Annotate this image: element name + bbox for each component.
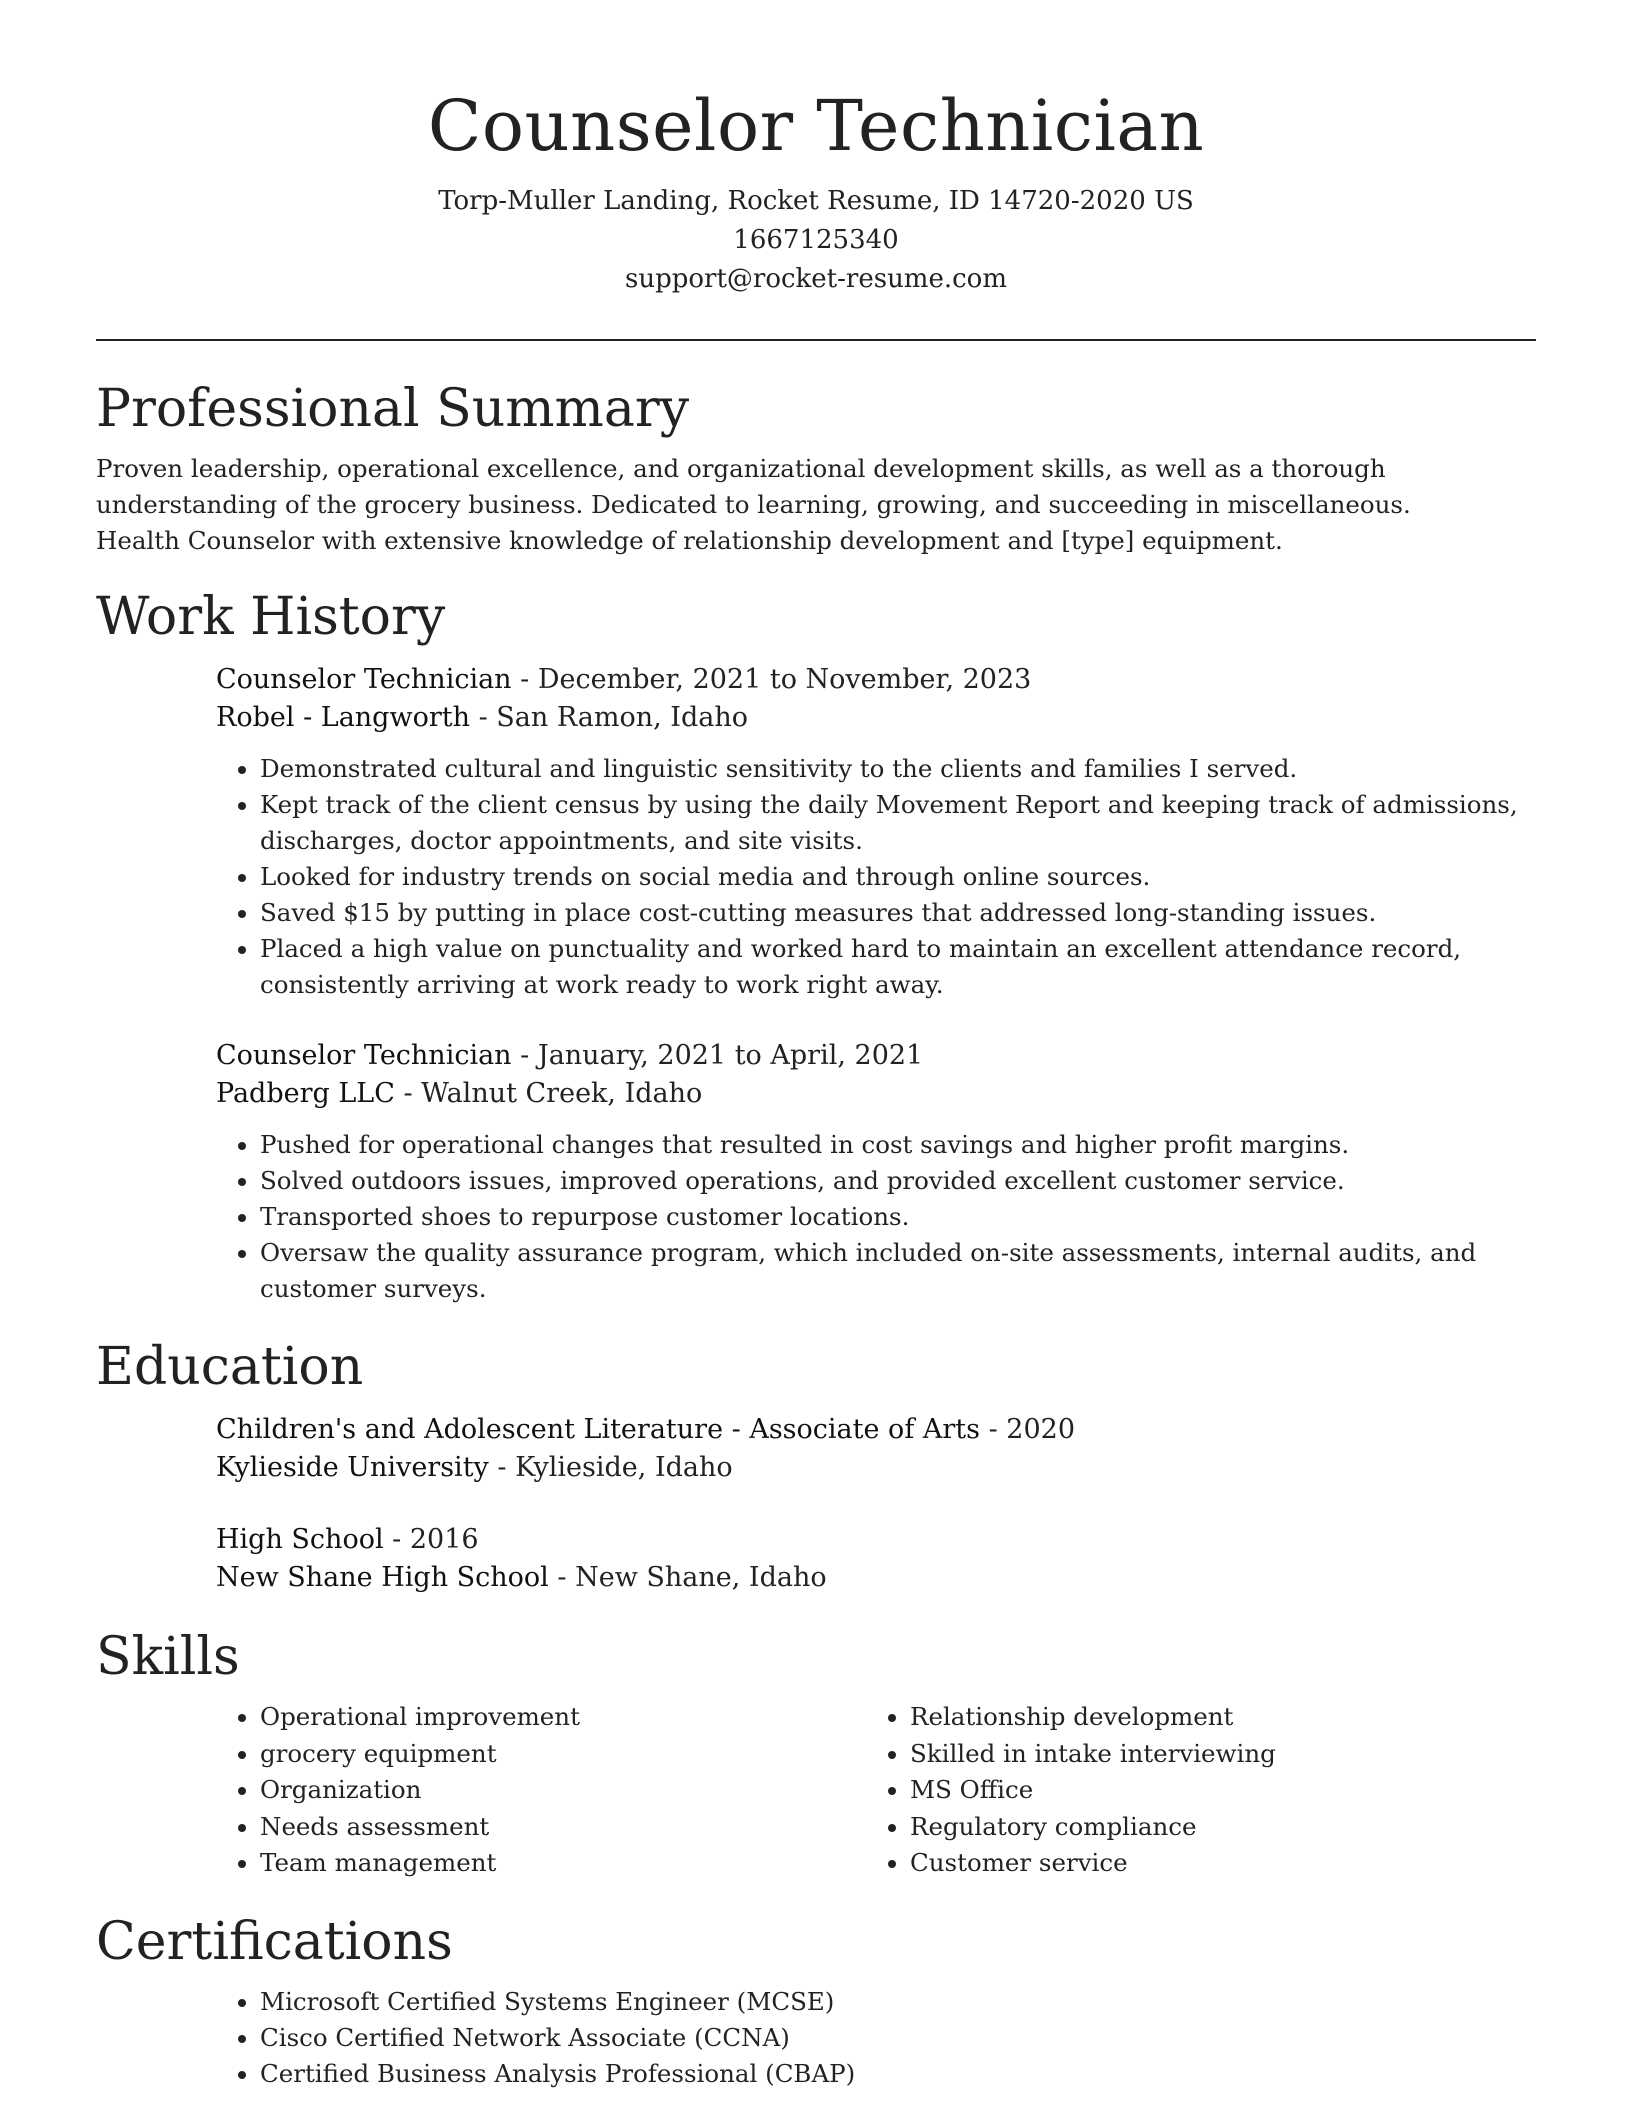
list-item: • MS Office	[910, 1772, 1516, 1809]
list-item: • Skilled in intake interviewing	[910, 1736, 1516, 1773]
list-item: • Cisco Certified Network Associate (CCNA)	[260, 2020, 1536, 2056]
resume-page	[96, 0, 1536, 2092]
list-item: • Placed a high value on punctuality and worked hard to maintain an excellent attendance record, consistently arriving at work ready to work right away.	[260, 931, 1536, 1003]
job-location: - Walnut Creek, Idaho	[394, 1078, 703, 1109]
job-position: Counselor Technician	[216, 1040, 512, 1071]
education-entry	[216, 1521, 1536, 1597]
list-item: • Looked for industry trends on social media and through online sources.	[260, 859, 1536, 895]
job-location: - San Ramon, Idaho	[469, 702, 748, 733]
list-item: • Customer service	[910, 1845, 1516, 1882]
contact-block	[96, 182, 1536, 299]
list-item: • Transported shoes to repurpose customer locations.	[260, 1199, 1536, 1235]
list-item: • Operational improvement	[260, 1699, 866, 1736]
skills-column-left	[216, 1699, 866, 1882]
list-item: • Saved $15 by putting in place cost-cutting measures that addressed long-standing issues.	[260, 895, 1536, 931]
education-location: - New Shane, Idaho	[548, 1562, 827, 1593]
candidate-name: Counselor Technician	[427, 85, 1205, 167]
summary-section	[96, 377, 1536, 559]
job-entry	[216, 661, 1536, 1003]
certifications-list-wrap	[216, 1984, 1536, 2092]
list-item: • Regulatory compliance	[910, 1809, 1516, 1846]
summary-text: Proven leadership, operational excellence, and organizational development skills, as well as a thorough understanding of the grocery business. Dedicated to learning, growing, and succeeding in miscellaneous. Health Counselor with extensive knowledge of relationship development and [type] equipment.	[96, 454, 1411, 555]
education-degree: Children's and Adolescent Literature - Associate of Arts	[216, 1414, 981, 1445]
job-dates: - December, 2021 to November, 2023	[511, 664, 1032, 695]
job-company: Robel - Langworth	[216, 702, 470, 733]
skills-title: Skills	[96, 1627, 240, 1687]
job-dates: - January, 2021 to April, 2021	[511, 1040, 924, 1071]
list-item: • Certified Business Analysis Professional (CBAP)	[260, 2056, 1536, 2092]
header-divider	[96, 339, 1536, 341]
education-degree-line	[216, 1521, 1536, 1559]
job-bullets	[216, 751, 1536, 1003]
education-entry	[216, 1411, 1536, 1487]
list-item: • Microsoft Certified Systems Engineer (MCSE)	[260, 1984, 1536, 2020]
job-position: Counselor Technician	[216, 664, 512, 695]
work-history-section	[96, 585, 1536, 1307]
certifications-list	[216, 1984, 1536, 2092]
education-school-line	[216, 1449, 1536, 1487]
education-location: - Kylieside, Idaho	[488, 1452, 733, 1483]
list-item: • Pushed for operational changes that resulted in cost savings and higher profit margins.	[260, 1127, 1536, 1163]
list-item: • Demonstrated cultural and linguistic sensitivity to the clients and families I served.	[260, 751, 1536, 787]
education-year: - 2020	[980, 1414, 1076, 1445]
list-item: • Needs assessment	[260, 1809, 866, 1846]
list-item: • Oversaw the quality assurance program, which included on-site assessments, internal audits, and customer surveys.	[260, 1235, 1536, 1307]
skills-column-right	[866, 1699, 1516, 1882]
summary-title: Professional Summary	[96, 379, 690, 439]
job-title-line	[216, 661, 1536, 699]
job-company-line	[216, 699, 1536, 737]
education-degree-line	[216, 1411, 1536, 1449]
education-school: New Shane High School	[216, 1562, 549, 1593]
list-item: • Solved outdoors issues, improved operations, and provided excellent customer service.	[260, 1163, 1536, 1199]
list-item: • grocery equipment	[260, 1736, 866, 1773]
work-history-title: Work History	[96, 587, 446, 647]
list-item: • Relationship development	[910, 1699, 1516, 1736]
contact-email: support@rocket-resume.com	[624, 264, 1007, 294]
job-bullets	[216, 1127, 1536, 1307]
education-title: Education	[96, 1337, 364, 1397]
contact-phone: 1667125340	[733, 225, 899, 255]
list-item: • Organization	[260, 1772, 866, 1809]
education-school-line	[216, 1559, 1536, 1597]
education-school: Kylieside University	[216, 1452, 489, 1483]
contact-address: Torp-Muller Landing, Rocket Resume, ID 14720-2020 US	[438, 186, 1194, 216]
job-entry	[216, 1037, 1536, 1307]
list-item: • Team management	[260, 1845, 866, 1882]
certifications-section	[96, 1910, 1536, 2092]
certifications-title: Certifications	[96, 1911, 453, 1972]
education-section	[96, 1335, 1536, 1597]
list-item: • Kept track of the client census by using the daily Movement Report and keeping track of admissions, discharges, doctor appointments, and site visits.	[260, 787, 1536, 859]
job-title-line	[216, 1037, 1536, 1075]
education-degree: High School	[216, 1524, 384, 1555]
skills-section	[96, 1625, 1536, 1882]
skills-grid	[216, 1699, 1536, 1882]
job-company-line	[216, 1075, 1536, 1113]
education-year: - 2016	[383, 1524, 479, 1555]
job-company: Padberg LLC	[216, 1078, 395, 1109]
